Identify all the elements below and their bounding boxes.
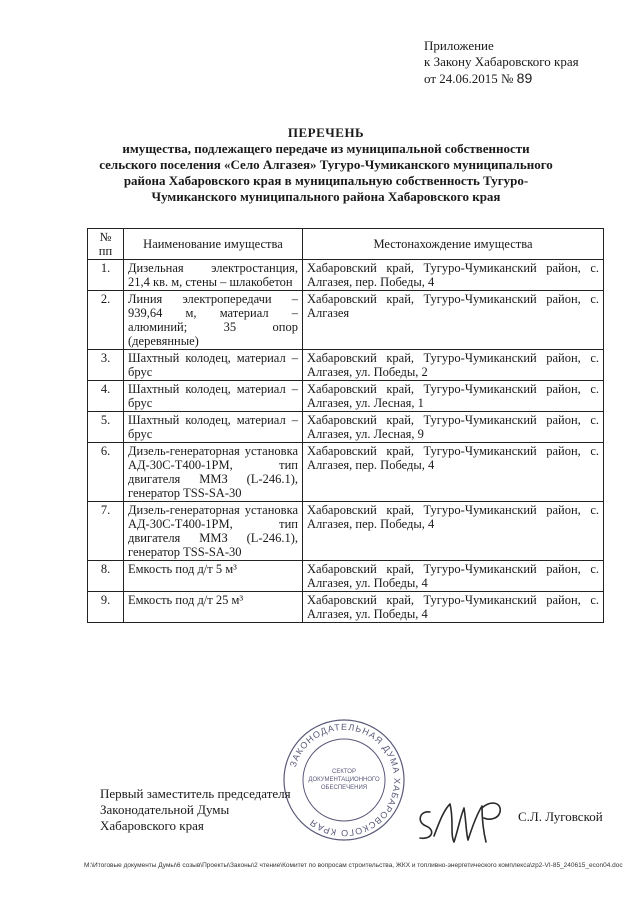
table-row — [88, 502, 604, 561]
handwritten-signature — [410, 790, 510, 850]
row-number: 6. — [88, 443, 124, 502]
table-row — [88, 350, 604, 381]
table-header-row — [88, 229, 604, 260]
official-stamp — [282, 718, 406, 842]
row-name: Дизель-генераторная установка АД-30С-Т400-1РМ, тип двигателя ММЗ (L-246.1), генератор TSS-SA-30 — [124, 443, 303, 502]
row-location: Хабаровский край, Тугуро-Чумиканский район, с. Алгазея, пер. Победы, 4 — [303, 502, 604, 561]
row-location: Хабаровский край, Тугуро-Чумиканский район, с. Алгазея, пер. Победы, 4 — [303, 260, 604, 291]
row-location: Хабаровский край, Тугуро-Чумиканский район, с. Алгазея, пер. Победы, 4 — [303, 443, 604, 502]
annex-line-1: Приложение — [424, 38, 494, 53]
stamp-center-line-1: СЕКТОР — [332, 769, 356, 775]
annex-line-3 — [424, 70, 579, 87]
row-name: Дизельная электростанция, 21,4 кв. м, стены – шлакобетон — [124, 260, 303, 291]
row-number: 2. — [88, 291, 124, 350]
row-name: Шахтный колодец, материал – брус — [124, 350, 303, 381]
row-number: 9. — [88, 592, 124, 623]
title-subtitle: имущества, подлежащего передаче из муниципальной собственности сельского поселения «Село Алгазея» Тугуро-Чумиканского муниципального района Хабаровского края в муниципальную собственность Тугуро-Чумиканского муниципального района Хабаровского края — [99, 141, 553, 204]
property-table — [87, 228, 604, 623]
row-number: 7. — [88, 502, 124, 561]
row-location: Хабаровский край, Тугуро-Чумиканский район, с. Алгазея — [303, 291, 604, 350]
signer-line-1: Первый заместитель председателя — [100, 786, 291, 801]
row-name: Шахтный колодец, материал – брус — [124, 381, 303, 412]
signer-title — [100, 786, 291, 834]
row-number: 3. — [88, 350, 124, 381]
stamp-center-line-3: ОБЕСПЕЧЕНИЯ — [320, 785, 368, 791]
row-location: Хабаровский край, Тугуро-Чумиканский район, с. Алгазея, ул. Победы, 4 — [303, 561, 604, 592]
row-number: 1. — [88, 260, 124, 291]
signer-line-2: Законодательной Думы — [100, 802, 230, 817]
row-name: Линия электропередачи – 939,64 м, материал – алюминий; 35 опор (деревянные) — [124, 291, 303, 350]
document-title — [96, 125, 556, 205]
stamp-ring-text: ЗАКОНОДАТЕЛЬНАЯ ДУМА ХАБАРОВСКОГО КРАЯ — [287, 721, 403, 839]
table-row — [88, 412, 604, 443]
table-row — [88, 291, 604, 350]
header-location: Местонахождение имущества — [303, 229, 604, 260]
annex-line-2: к Закону Хабаровского края — [424, 54, 579, 69]
annex-number: 89 — [516, 70, 533, 86]
file-path-footer: M:\Итоговые документы Думы\6 созыв\Проекты\Законы\2 чтение\Комитет по вопросам строительства, ЖКХ и топливно-энергетического комплекса\zp2-VI-85_240615_econ04.doc — [84, 862, 623, 869]
table-row — [88, 381, 604, 412]
table-row — [88, 443, 604, 502]
header-num: № пп — [88, 229, 124, 260]
table-row — [88, 260, 604, 291]
row-name: Шахтный колодец, материал – брус — [124, 412, 303, 443]
row-name: Дизель-генераторная установка АД-30С-Т400-1РМ, тип двигателя ММЗ (L-246.1), генератор TSS-SA-30 — [124, 502, 303, 561]
title-main: ПЕРЕЧЕНЬ — [287, 125, 365, 140]
row-location: Хабаровский край, Тугуро-Чумиканский район, с. Алгазея, ул. Победы, 2 — [303, 350, 604, 381]
row-location: Хабаровский край, Тугуро-Чумиканский район, с. Алгазея, ул. Лесная, 9 — [303, 412, 604, 443]
annex-header — [424, 38, 579, 87]
annex-date: от 24.06.2015 № — [424, 71, 514, 86]
table-row — [88, 592, 604, 623]
row-name: Емкость под д/т 5 м³ — [124, 561, 303, 592]
row-location: Хабаровский край, Тугуро-Чумиканский район, с. Алгазея, ул. Лесная, 1 — [303, 381, 604, 412]
table-row — [88, 561, 604, 592]
signer-name: С.Л. Луговской — [518, 809, 603, 824]
row-name: Емкость под д/т 25 м³ — [124, 592, 303, 623]
stamp-center-line-2: ДОКУМЕНТАЦИОННОГО — [308, 777, 380, 783]
row-number: 8. — [88, 561, 124, 592]
row-location: Хабаровский край, Тугуро-Чумиканский район, с. Алгазея, ул. Победы, 4 — [303, 592, 604, 623]
row-number: 4. — [88, 381, 124, 412]
signer-line-3: Хабаровского края — [100, 818, 204, 833]
row-number: 5. — [88, 412, 124, 443]
header-name: Наименование имущества — [124, 229, 303, 260]
